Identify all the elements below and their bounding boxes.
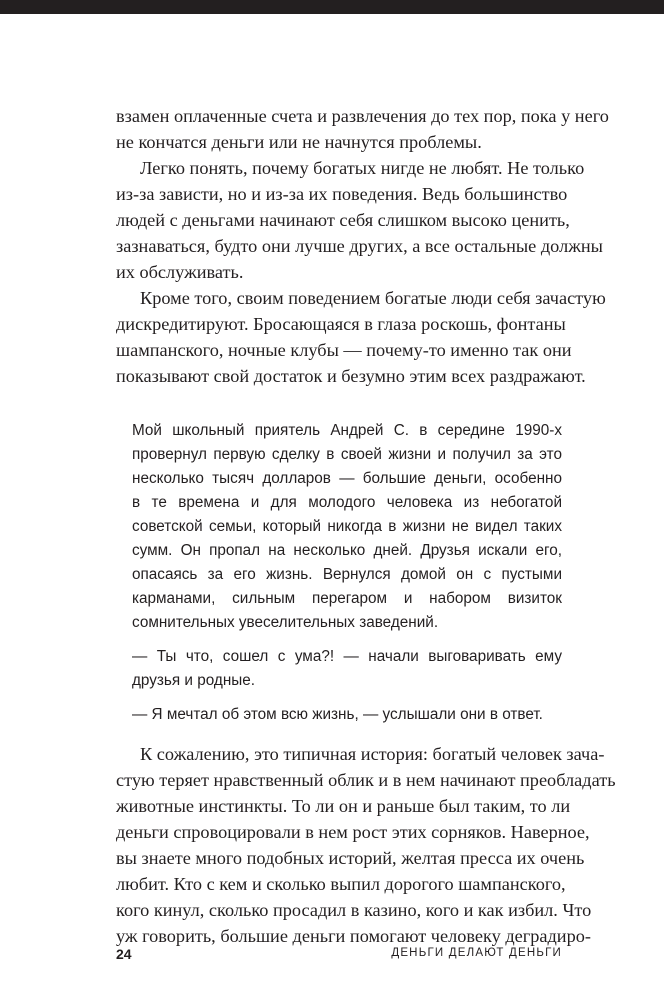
story-line: сомнительных увеселительных заведений. <box>132 614 439 631</box>
paragraph-line: Легко понять, почему богатых нигде не любят. Не только <box>140 158 585 178</box>
paragraph-line: Кроме того, своим поведением богатые люди себя зачастую <box>140 288 606 308</box>
story-line: в те времена и для молодого человека из небогатой <box>132 494 562 511</box>
paragraph-line: взамен оплаченные счета и развлечения до тех пор, пока у него <box>116 106 609 126</box>
paragraph-line: вы знаете много подобных историй, желтая пресса их очень <box>116 848 585 868</box>
story-line: Мой школьный приятель Андрей С. в середине 1990-х <box>132 422 562 439</box>
paragraph-line: дискредитируют. Бросающаяся в глаза роскошь, фонтаны <box>116 314 566 334</box>
story-line: опасаясь за его жизнь. Вернулся домой он с пустыми <box>132 566 562 583</box>
story-line: карманами, сильным перегаром и набором визиток <box>132 590 562 607</box>
paragraph-line: из-за зависти, но и из-за их поведения. Ведь большинство <box>116 184 568 204</box>
dialogue-line: — Ты что, сошел с ума?! — начали выговаривать ему <box>132 648 562 665</box>
paragraph-line: стую теряет нравственный облик и в нем начинают преобладать <box>116 770 616 790</box>
story-line: провернул первую сделку в своей жизни и получил за это <box>132 446 562 463</box>
story-line: несколько тысяч долларов — большие деньги, особенно <box>132 470 562 487</box>
paragraph-line: деньги спровоцировали в нем рост этих сорняков. Наверное, <box>116 822 590 842</box>
paragraph-line: К сожалению, это типичная история: богатый человек зача- <box>140 744 605 764</box>
running-title: ДЕНЬГИ ДЕЛАЮТ ДЕНЬГИ <box>391 947 562 959</box>
paragraph-line: кого кинул, сколько просадил в казино, кого и как избил. Что <box>116 900 592 920</box>
paragraph-line: людей с деньгами начинают себя слишком высоко ценить, <box>116 210 570 230</box>
paragraph-line: животные инстинкты. То ли он и раньше был таким, то ли <box>116 796 571 816</box>
paragraph-line: шампанского, ночные клубы — почему-то именно так они <box>116 340 572 360</box>
paragraph-line: уж говорить, большие деньги помогают человеку деградиро- <box>116 926 591 946</box>
story-line: советской семьи, который никогда в жизни не видел таких <box>132 518 562 535</box>
page-number: 24 <box>116 946 132 962</box>
page-top-edge <box>0 0 664 14</box>
paragraph-line: показывают свой достаток и безумно этим всех раздражают. <box>116 366 586 386</box>
story-line: сумм. Он пропал на несколько дней. Друзья искали его, <box>132 542 562 559</box>
paragraph-line: зазнаваться, будто они лучше других, а все остальные должны <box>116 236 603 256</box>
dialogue-line: — Я мечтал об этом всю жизнь, — услышали они в ответ. <box>132 706 543 723</box>
dialogue-line: друзья и родные. <box>132 672 256 689</box>
paragraph-line: любит. Кто с кем и сколько выпил дорогого шампанского, <box>116 874 566 894</box>
paragraph-line: их обслуживать. <box>116 262 244 282</box>
paragraph-line: не кончатся деньги или не начнутся проблемы. <box>116 132 482 152</box>
